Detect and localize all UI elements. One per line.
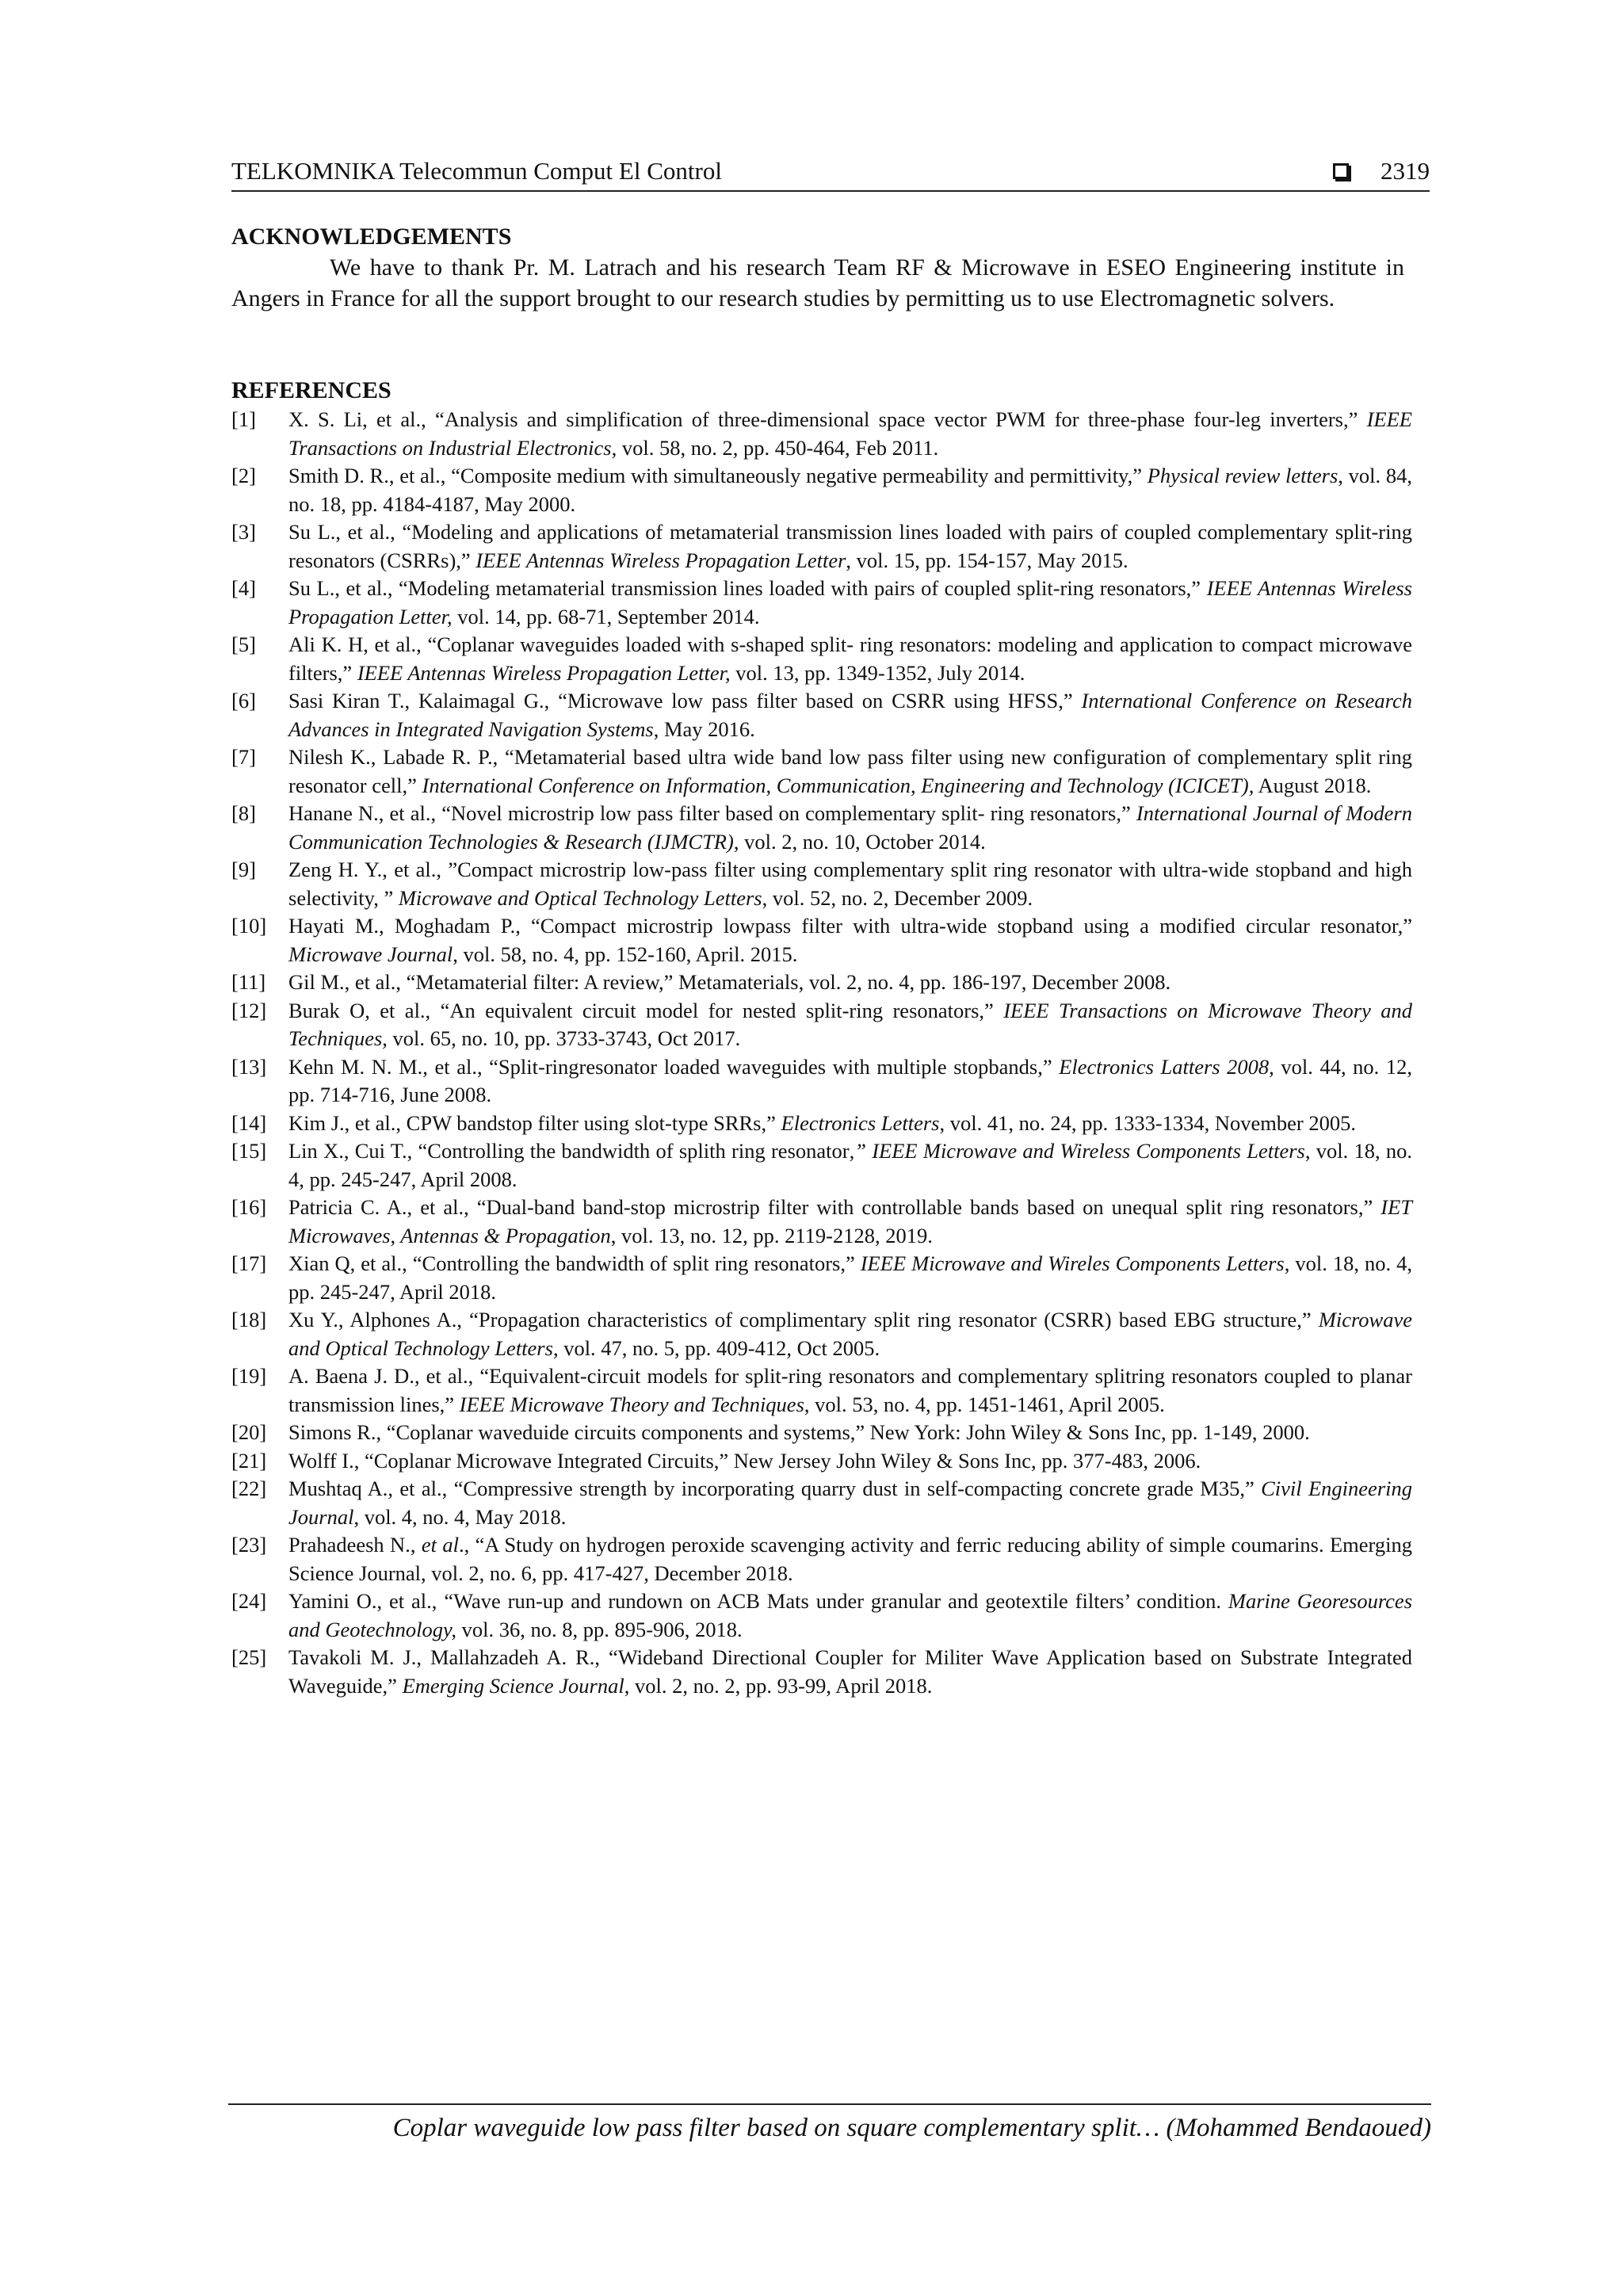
reference-text [288, 970, 1170, 994]
reference-text [288, 914, 1412, 966]
reference-item [231, 1137, 1412, 1194]
reference-number: [19] [231, 1364, 267, 1388]
page-footer [228, 2103, 1431, 2142]
reference-source-italic: Electronics Letters [781, 1110, 940, 1135]
reference-text-plain: Burak O, et al., “An equivalent circuit model for nested split-ring resonators,” [288, 998, 1004, 1022]
reference-source-italic: ,” IEEE Microwave and Wireless Components Letters [849, 1139, 1305, 1163]
reference-source-italic: International Journal of Modern Communication Technologies & Research (IJMCTR) [288, 801, 1412, 854]
reference-text-plain: Lin X., Cui T., “Controlling the bandwidth of splith ring resonator [288, 1139, 850, 1163]
reference-text-details: , vol. 53, no. 4, pp. 1451-1461, April 2005. [804, 1392, 1165, 1416]
reference-text-plain: Xu Y., Alphones A., “Propagation characteristics of complimentary split ring resonator (CSRR) based EBG structure,” [288, 1308, 1319, 1331]
reference-text-details: ., “A Study on hydrogen peroxide scavenging activity and ferric reducing ability of simple coumarins. Emerging Science Journal, vol. 2, no. 6, pp. 417-427, December 2018. [288, 1533, 1412, 1585]
reference-text-details: , vol. 13, no. 12, pp. 2119-2128, 2019. [610, 1223, 933, 1247]
acknowledgements-heading: ACKNOWLEDGEMENTS [231, 223, 512, 250]
reference-text [288, 745, 1412, 797]
reference-text-plain: Kehn M. N. M., et al., “Split-ringresonator loaded waveguides with multiple stopbands,” [288, 1054, 1060, 1079]
reference-text [288, 689, 1412, 741]
reference-item [231, 1447, 1412, 1476]
reference-text-details: , vol. 41, no. 24, pp. 1333-1334, November 2005. [939, 1110, 1357, 1135]
reference-text-plain: Yamini O., et al., “Wave run-up and rundown on ACB Mats under granular and geotextile filters’ condition. [288, 1589, 1228, 1613]
reference-item [231, 1587, 1412, 1644]
reference-text-plain: X. S. Li, et al., “Analysis and simplification of three-dimensional space vector PWM for three-phase four-leg inverters,” [288, 407, 1367, 431]
reference-text [288, 1533, 1412, 1585]
reference-source-italic: International Conference on Information, Communication, Engineering and Technology (ICICET), [422, 773, 1254, 797]
reference-text-details: vol. 14, pp. 68-71, September 2014. [452, 604, 760, 628]
reference-text-details: , vol. 52, no. 2, December 2009. [762, 885, 1033, 910]
journal-title: TELKOMNIKA Telecommun Comput El Control [231, 157, 722, 185]
reference-number: [24] [231, 1589, 267, 1613]
reference-number: [14] [231, 1110, 267, 1135]
reference-number: [8] [231, 801, 256, 825]
reference-number: [22] [231, 1477, 267, 1500]
reference-number: [7] [231, 745, 256, 769]
reference-text [288, 1364, 1412, 1416]
reference-number: [21] [231, 1448, 267, 1473]
reference-item [231, 1110, 1412, 1138]
reference-text [288, 1589, 1412, 1641]
reference-text-plain: Xian Q, et al., “Controlling the bandwidth of split ring resonators,” [288, 1251, 861, 1275]
reference-text [288, 858, 1412, 910]
reference-item [231, 1306, 1412, 1362]
reference-text [288, 1645, 1412, 1698]
reference-item [231, 687, 1412, 743]
reference-text-plain: Kim J., et al., CPW bandstop filter using slot-type SRRs,” [288, 1110, 781, 1135]
reference-text [288, 1195, 1412, 1247]
reference-text-plain: Tavakoli M. J., Mallahzadeh A. R., “Wideband Directional Coupler for Militer Wave Application based on Substrate Integrated Waveguide,” [288, 1645, 1412, 1698]
reference-text [288, 576, 1412, 628]
reference-text-details: vol. 13, pp. 1349-1352, July 2014. [730, 660, 1025, 685]
reference-number: [16] [231, 1195, 267, 1219]
reference-text-plain: Prahadeesh N., [288, 1533, 422, 1557]
reference-number: [25] [231, 1645, 267, 1669]
reference-item [231, 997, 1412, 1053]
reference-item [231, 800, 1412, 856]
reference-number: [11] [231, 970, 266, 994]
references-heading: REFERENCES [231, 377, 391, 403]
reference-source-italic: IEEE Microwave and Wireles Components Letters [860, 1251, 1285, 1275]
reference-number: [4] [231, 576, 256, 600]
reference-item [231, 1362, 1412, 1419]
reference-text-plain: Zeng H. Y., et al., ”Compact microstrip low-pass filter using complementary split ring resonator with ultra-wide stopband and high selectivity, ” [288, 858, 1412, 910]
reference-source-italic: Microwave and Optical Technology Letters [398, 885, 762, 910]
reference-source-italic: IEEE Antennas Wireless Propagation Letter, [357, 660, 731, 685]
reference-text-plain: Gil M., et al., “Metamaterial filter: A review,” Metamaterials, vol. 2, no. 4, pp. 186-197, December 2008. [288, 970, 1171, 994]
reference-number: [15] [231, 1139, 267, 1163]
reference-text-details: vol. 44, no. 12, pp. 714-716, June 2008. [288, 1054, 1412, 1106]
reference-item [231, 1053, 1412, 1110]
reference-text [288, 1111, 1356, 1135]
reference-text [288, 1420, 1310, 1444]
reference-text-plain: Mushtaq A., et al., “Compressive strength by incorporating quarry dust in self-compacting concrete grade M35,” [288, 1477, 1262, 1500]
page-content [231, 222, 1417, 1700]
reference-number: [3] [231, 520, 256, 544]
reference-text-details: August 2018. [1254, 773, 1372, 797]
reference-text-plain: Wolff I., “Coplanar Microwave Integrated Circuits,” New Jersey John Wiley & Sons Inc, pp. 377-483, 2006. [288, 1448, 1201, 1473]
reference-source-italic: Microwave Journal [288, 942, 453, 966]
reference-number: [20] [231, 1420, 267, 1444]
reference-text-details: vol. 58, no. 2, pp. 450-464, Feb 2011. [617, 435, 939, 460]
reference-item [231, 631, 1412, 687]
square-box-icon [1333, 163, 1349, 179]
reference-text-plain: Patricia C. A., et al., “Dual-band band-stop microstrip filter with controllable bands based on unequal split ring resonators,” [288, 1195, 1381, 1219]
reference-text-details: , vol. 58, no. 4, pp. 152-160, April. 2015. [453, 942, 798, 966]
reference-number: [13] [231, 1054, 267, 1079]
reference-item [231, 1644, 1412, 1700]
reference-item [231, 968, 1412, 997]
reference-item [231, 575, 1412, 631]
footer-running-title: Coplar waveguide low pass filter based on square complementary split… (Mohammed Bendaoued) [392, 2114, 1431, 2142]
reference-number: [17] [231, 1251, 267, 1275]
reference-text-details: , vol. 2, no. 2, pp. 93-99, April 2018. [624, 1673, 933, 1698]
reference-number: [2] [231, 464, 256, 487]
reference-text-plain: Su L., et al., “Modeling and applications of metamaterial transmission lines loaded with pairs of coupled complementary split-ring resonators (CSRRs),” [288, 520, 1412, 572]
reference-item [231, 1531, 1412, 1587]
header-right [1333, 155, 1430, 187]
reference-text [288, 407, 1412, 460]
reference-number: [23] [231, 1533, 267, 1557]
reference-number: [6] [231, 689, 256, 712]
reference-source-italic: International Conference on Research Advances in Integrated Navigation Systems [288, 689, 1412, 741]
reference-source-italic: Electronics Latters 2008, [1059, 1054, 1274, 1079]
page-number: 2319 [1381, 157, 1430, 185]
reference-text-details: , vol. 15, pp. 154-157, May 2015. [846, 548, 1128, 572]
reference-source-italic: Emerging Science Journal [402, 1673, 624, 1698]
reference-text-plain: Smith D. R., et al., “Composite medium with simultaneously negative permeability and permittivity,” [288, 464, 1148, 487]
reference-text-details: , vol. 18, no. 4, pp. 245-247, April 2008. [288, 1139, 1412, 1191]
reference-source-italic: IEEE Transactions on Industrial Electronics, [288, 407, 1412, 460]
reference-item [231, 518, 1412, 575]
reference-source-italic: IEEE Antennas Wireless Propagation Letter [475, 548, 846, 572]
reference-number: [5] [231, 632, 256, 656]
acknowledgements-text: We have to thank Pr. M. Latrach and his research Team RF & Microwave in ESEO Engineering institute in Angers in France for all the support brought to our research studies by permitting us to use Electromagnetic solvers. [231, 254, 1404, 311]
reference-item [231, 462, 1412, 518]
reference-source-italic: IEEE Antennas Wireless Propagation Letter, [288, 576, 1412, 628]
reference-text-details: , vol. 18, no. 4, pp. 245-247, April 2018. [288, 1251, 1412, 1304]
reference-text-plain: Simons R., “Coplanar waveduide circuits components and systems,” New York: John Wiley & Sons Inc, pp. 1-149, 2000. [288, 1420, 1310, 1444]
reference-number: [9] [231, 858, 256, 881]
reference-text-plain: Hanane N., et al., “Novel microstrip low pass filter based on complementary split- ring resonators,” [288, 801, 1136, 825]
reference-number: [12] [231, 998, 267, 1022]
reference-source-italic: Marine Georesources and Geotechnology, [288, 1589, 1413, 1641]
reference-item [231, 912, 1412, 968]
reference-source-italic: Civil Engineering Journal [288, 1477, 1412, 1529]
reference-text [288, 632, 1412, 685]
reference-text-plain: A. Baena J. D., et al., “Equivalent-circuit models for split-ring resonators and complementary splitring resonators coupled to planar transmission lines,” [288, 1364, 1412, 1416]
reference-item [231, 1475, 1412, 1531]
reference-text-plain: Nilesh K., Labade R. P., “Metamaterial based ultra wide band low pass filter using new configuration of complementary split ring resonator cell,” [288, 745, 1412, 797]
reference-item [231, 406, 1412, 462]
reference-item [231, 1194, 1412, 1250]
reference-text-plain: Ali K. H, et al., “Coplanar waveguides loaded with s-shaped split- ring resonators: modeling and application to compact microwave filters,” [288, 632, 1412, 685]
page-header [231, 155, 1430, 192]
reference-number: [10] [231, 914, 267, 938]
reference-text-details: , vol. 47, no. 5, pp. 409-412, Oct 2005. [552, 1335, 880, 1360]
reference-text-details: vol. 65, no. 10, pp. 3733-3743, Oct 2017. [387, 1026, 741, 1050]
reference-list [231, 406, 1417, 1700]
reference-text [288, 1449, 1201, 1473]
reference-source-italic: et al [421, 1533, 459, 1557]
reference-text [288, 520, 1412, 572]
reference-item [231, 743, 1412, 800]
reference-source-italic: Microwave and Optical Technology Letters [288, 1308, 1412, 1360]
reference-text [288, 1251, 1412, 1304]
reference-number: [1] [231, 407, 256, 431]
reference-source-italic: Physical review letters [1147, 464, 1338, 487]
reference-text [288, 801, 1412, 854]
reference-text [288, 464, 1412, 516]
reference-text [288, 1308, 1412, 1360]
reference-text-plain: Hayati M., Moghadam P., “Compact microstrip lowpass filter with ultra-wide stopband using a modified circular resonator,” [288, 914, 1412, 938]
reference-item [231, 856, 1412, 912]
reference-text-plain: Su L., et al., “Modeling metamaterial transmission lines loaded with pairs of coupled split-ring resonators,” [288, 576, 1207, 600]
reference-source-italic: IEEE Transactions on Microwave Theory and Techniques, [288, 998, 1413, 1050]
reference-source-italic: IET Microwaves, Antennas & Propagation [288, 1195, 1412, 1247]
reference-text [288, 1139, 1412, 1191]
reference-source-italic: IEEE Microwave Theory and Techniques [459, 1392, 804, 1416]
reference-item [231, 1250, 1412, 1306]
reference-text [288, 1477, 1412, 1529]
reference-number: [18] [231, 1308, 267, 1331]
reference-text [288, 999, 1412, 1051]
reference-text-plain: Sasi Kiran T., Kalaimagal G., “Microwave low pass filter based on CSRR using HFSS,” [288, 689, 1082, 712]
reference-text-details: , May 2016. [653, 716, 755, 741]
reference-text-details: , vol. 84, no. 18, pp. 4184-4187, May 2000. [288, 464, 1412, 516]
reference-text-details: , vol. 2, no. 10, October 2014. [733, 829, 986, 854]
reference-text [288, 1055, 1412, 1107]
reference-text-details: vol. 36, no. 8, pp. 895-906, 2018. [456, 1617, 743, 1641]
reference-item [231, 1419, 1412, 1447]
reference-text-details: , vol. 4, no. 4, May 2018. [353, 1504, 567, 1529]
